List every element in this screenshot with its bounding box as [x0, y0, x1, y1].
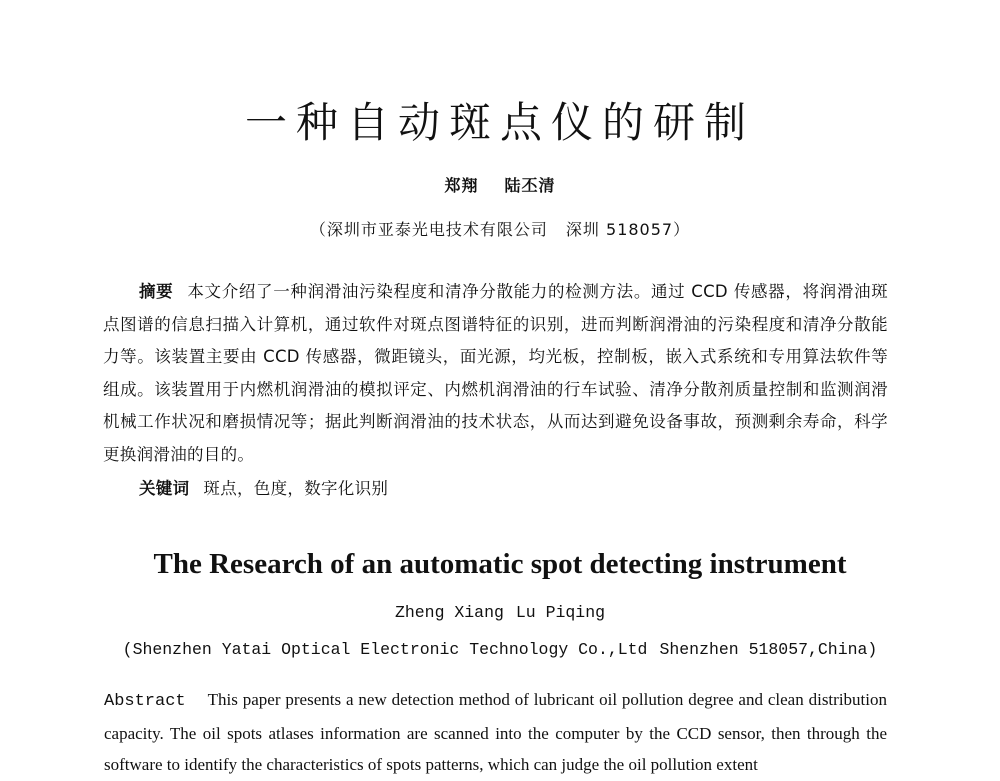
chinese-abstract [103, 276, 888, 472]
english-title: The Research of an automatic spot detecting instrument [153, 548, 847, 580]
affiliation-org: （深圳市亚泰光电技术有限公司 [309, 220, 548, 239]
author-name: 郑翔 [444, 176, 479, 195]
chinese-affiliation [0, 217, 1000, 240]
abstract-text: 本文介绍了一种润滑油污染程度和清净分散能力的检测方法。通过 CCD 传感器，将润滑油斑点图谱的信息扫描入计算机，通过软件对斑点图谱特征的识别，进而判断润滑油的污染程度和清净分散能力等。该装置主要由 CCD 传感器，微距镜头，面光源，均光板，控制板，嵌入式系统和专用算法软件等组成。该装置用于内燃机润滑油的模拟评定、内燃机润滑油的行车试验、清净分散剂质量控制和监测润滑机械工作状况和磨损情况等；据此判断润滑油的技术状态，从而达到避免设备事故，预测剩余寿命，科学更换润滑油的目的。 [103, 282, 889, 464]
keywords-label: 关键词 [139, 479, 190, 498]
chinese-title: 一种自动斑点仪的研制 [244, 98, 755, 147]
chinese-keywords [139, 475, 388, 499]
abstract-label: Abstract [104, 692, 186, 711]
english-affiliation [0, 640, 1000, 659]
abstract-text: This paper presents a new detection method of lubricant oil pollution degree and clean distribution capacity. The oil spots atlases information are scanned into the computer by the CCD sensor, then through the software to identify the characteristics of spots patterns, which can judge the oil pollution extent [104, 690, 887, 774]
author-name: 陆丕清 [504, 176, 556, 195]
chinese-authors [0, 173, 1000, 196]
affiliation-city: 深圳 518057） [565, 220, 691, 239]
keywords-text: 斑点，色度，数字化识别 [203, 479, 389, 498]
affiliation-city: Shenzhen 518057,China) [659, 640, 878, 659]
affiliation-org: (Shenzhen Yatai Optical Electronic Technology Co.,Ltd [122, 640, 648, 659]
author-name: Lu Piqing [515, 603, 606, 622]
english-abstract [104, 684, 887, 781]
abstract-label: 摘要 [139, 282, 174, 301]
author-name: Zheng Xiang [394, 603, 504, 622]
english-authors [0, 603, 1000, 622]
